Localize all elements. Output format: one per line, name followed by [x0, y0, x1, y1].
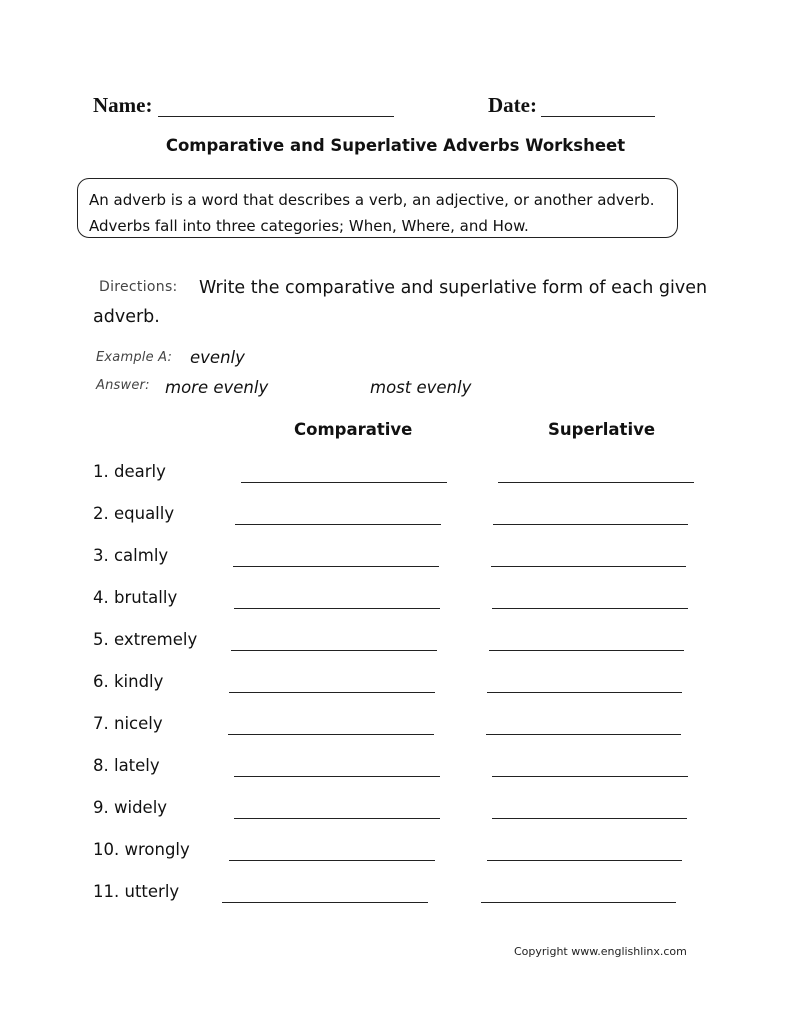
- superlative-column-header: Superlative: [548, 420, 656, 439]
- item-label: 6. kindly: [93, 672, 164, 691]
- comparative-answer-line[interactable]: [228, 734, 434, 735]
- comparative-answer-line[interactable]: [235, 524, 441, 525]
- directions-label: Directions:: [99, 279, 178, 295]
- item-label: 10. wrongly: [93, 840, 190, 859]
- date-field[interactable]: [541, 116, 655, 117]
- copyright-text: Copyright www.englishlinx.com: [514, 945, 687, 958]
- example-superlative: most evenly: [370, 378, 472, 397]
- item-label: 3. calmly: [93, 546, 169, 565]
- superlative-answer-line[interactable]: [492, 608, 688, 609]
- item-label: 2. equally: [93, 504, 175, 523]
- page-title: Comparative and Superlative Adverbs Worksheet: [165, 136, 626, 155]
- superlative-answer-line[interactable]: [493, 524, 688, 525]
- superlative-answer-line[interactable]: [498, 482, 694, 483]
- item-label: 8. lately: [93, 756, 160, 775]
- comparative-answer-line[interactable]: [241, 482, 447, 483]
- comparative-column-header: Comparative: [294, 420, 413, 439]
- comparative-answer-line[interactable]: [222, 902, 428, 903]
- item-label: 4. brutally: [93, 588, 178, 607]
- comparative-answer-line[interactable]: [229, 692, 435, 693]
- superlative-answer-line[interactable]: [487, 860, 682, 861]
- superlative-answer-line[interactable]: [491, 566, 686, 567]
- comparative-answer-line[interactable]: [234, 608, 440, 609]
- definition-box: [77, 178, 678, 238]
- definition-line-1: An adverb is a word that describes a verb, an adjective, or another adverb.: [89, 191, 655, 209]
- comparative-answer-line[interactable]: [234, 776, 440, 777]
- example-label: Example A:: [96, 350, 173, 365]
- superlative-answer-line[interactable]: [486, 734, 681, 735]
- item-label: 9. widely: [93, 798, 168, 817]
- superlative-answer-line[interactable]: [481, 902, 676, 903]
- superlative-answer-line[interactable]: [487, 692, 682, 693]
- directions-text-1: Write the comparative and superlative form of each given: [199, 278, 708, 298]
- example-word: evenly: [190, 348, 245, 367]
- item-label: 11. utterly: [93, 882, 180, 901]
- superlative-answer-line[interactable]: [489, 650, 684, 651]
- comparative-answer-line[interactable]: [233, 566, 439, 567]
- item-label: 7. nicely: [93, 714, 163, 733]
- superlative-answer-line[interactable]: [492, 776, 688, 777]
- item-label: 1. dearly: [93, 462, 166, 481]
- example-comparative: more evenly: [165, 378, 269, 397]
- item-label: 5. extremely: [93, 630, 198, 649]
- superlative-answer-line[interactable]: [492, 818, 687, 819]
- answer-label: Answer:: [96, 378, 150, 393]
- comparative-answer-line[interactable]: [229, 860, 435, 861]
- name-field[interactable]: [158, 116, 394, 117]
- directions-text-2: adverb.: [93, 307, 160, 327]
- comparative-answer-line[interactable]: [234, 818, 440, 819]
- definition-line-2: Adverbs fall into three categories; When, Where, and How.: [89, 217, 529, 235]
- date-label: Date:: [488, 93, 537, 117]
- comparative-answer-line[interactable]: [231, 650, 437, 651]
- name-label: Name:: [93, 93, 153, 117]
